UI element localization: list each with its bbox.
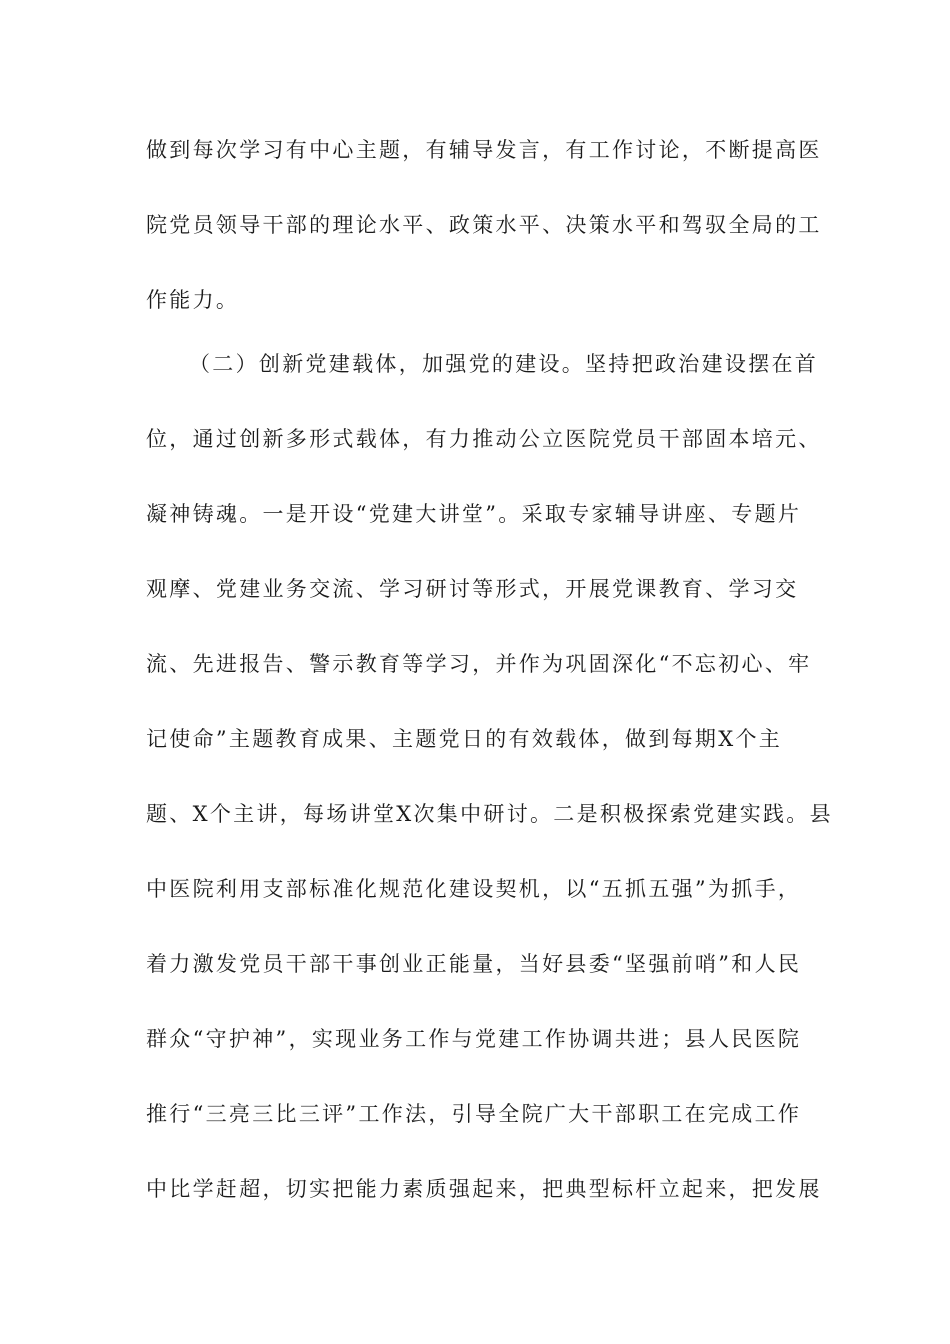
text-line: 推行“三亮三比三评”工作法，引导全院广大干部职工在完成工作	[146, 1102, 802, 1126]
text-line: 中医院利用支部标准化规范化建设契机，以“五抓五强”为抓手，	[146, 877, 802, 901]
text-line: 记使命”主题教育成果、主题党日的有效载体，做到每期X个主	[146, 727, 783, 751]
text-line: 题、X个主讲，每场讲堂X次集中研讨。二是积极探索党建实践。县	[146, 802, 833, 826]
text-line: 观摩、党建业务交流、学习研讨等形式，开展党课教育、学习交	[146, 577, 799, 601]
paragraph-heading-line: （二）创新党建载体，加强党的建设。坚持把政治建设摆在首	[189, 352, 819, 376]
text-line: 院党员领导干部的理论水平、政策水平、决策水平和驾驭全局的工	[146, 213, 822, 237]
text-line: 做到每次学习有中心主题，有辅导发言，有工作讨论，不断提高医	[146, 138, 822, 162]
text-line: 着力激发党员干部干事创业正能量，当好县委“坚强前哨”和人民	[146, 952, 802, 976]
text-line: 作能力。	[146, 288, 240, 312]
text-line: 位，通过创新多形式载体，有力推动公立医院党员干部固本培元、	[146, 427, 822, 451]
text-line: 中比学赶超，切实把能力素质强起来，把典型标杆立起来，把发展	[146, 1177, 822, 1201]
text-line: 凝神铸魂。一是开设“党建大讲堂”。采取专家辅导讲座、专题片	[146, 502, 802, 526]
text-line: 流、先进报告、警示教育等学习，并作为巩固深化“不忘初心、牢	[146, 652, 812, 676]
text-line: 群众“守护神”，实现业务工作与党建工作协调共进；县人民医院	[146, 1027, 802, 1051]
